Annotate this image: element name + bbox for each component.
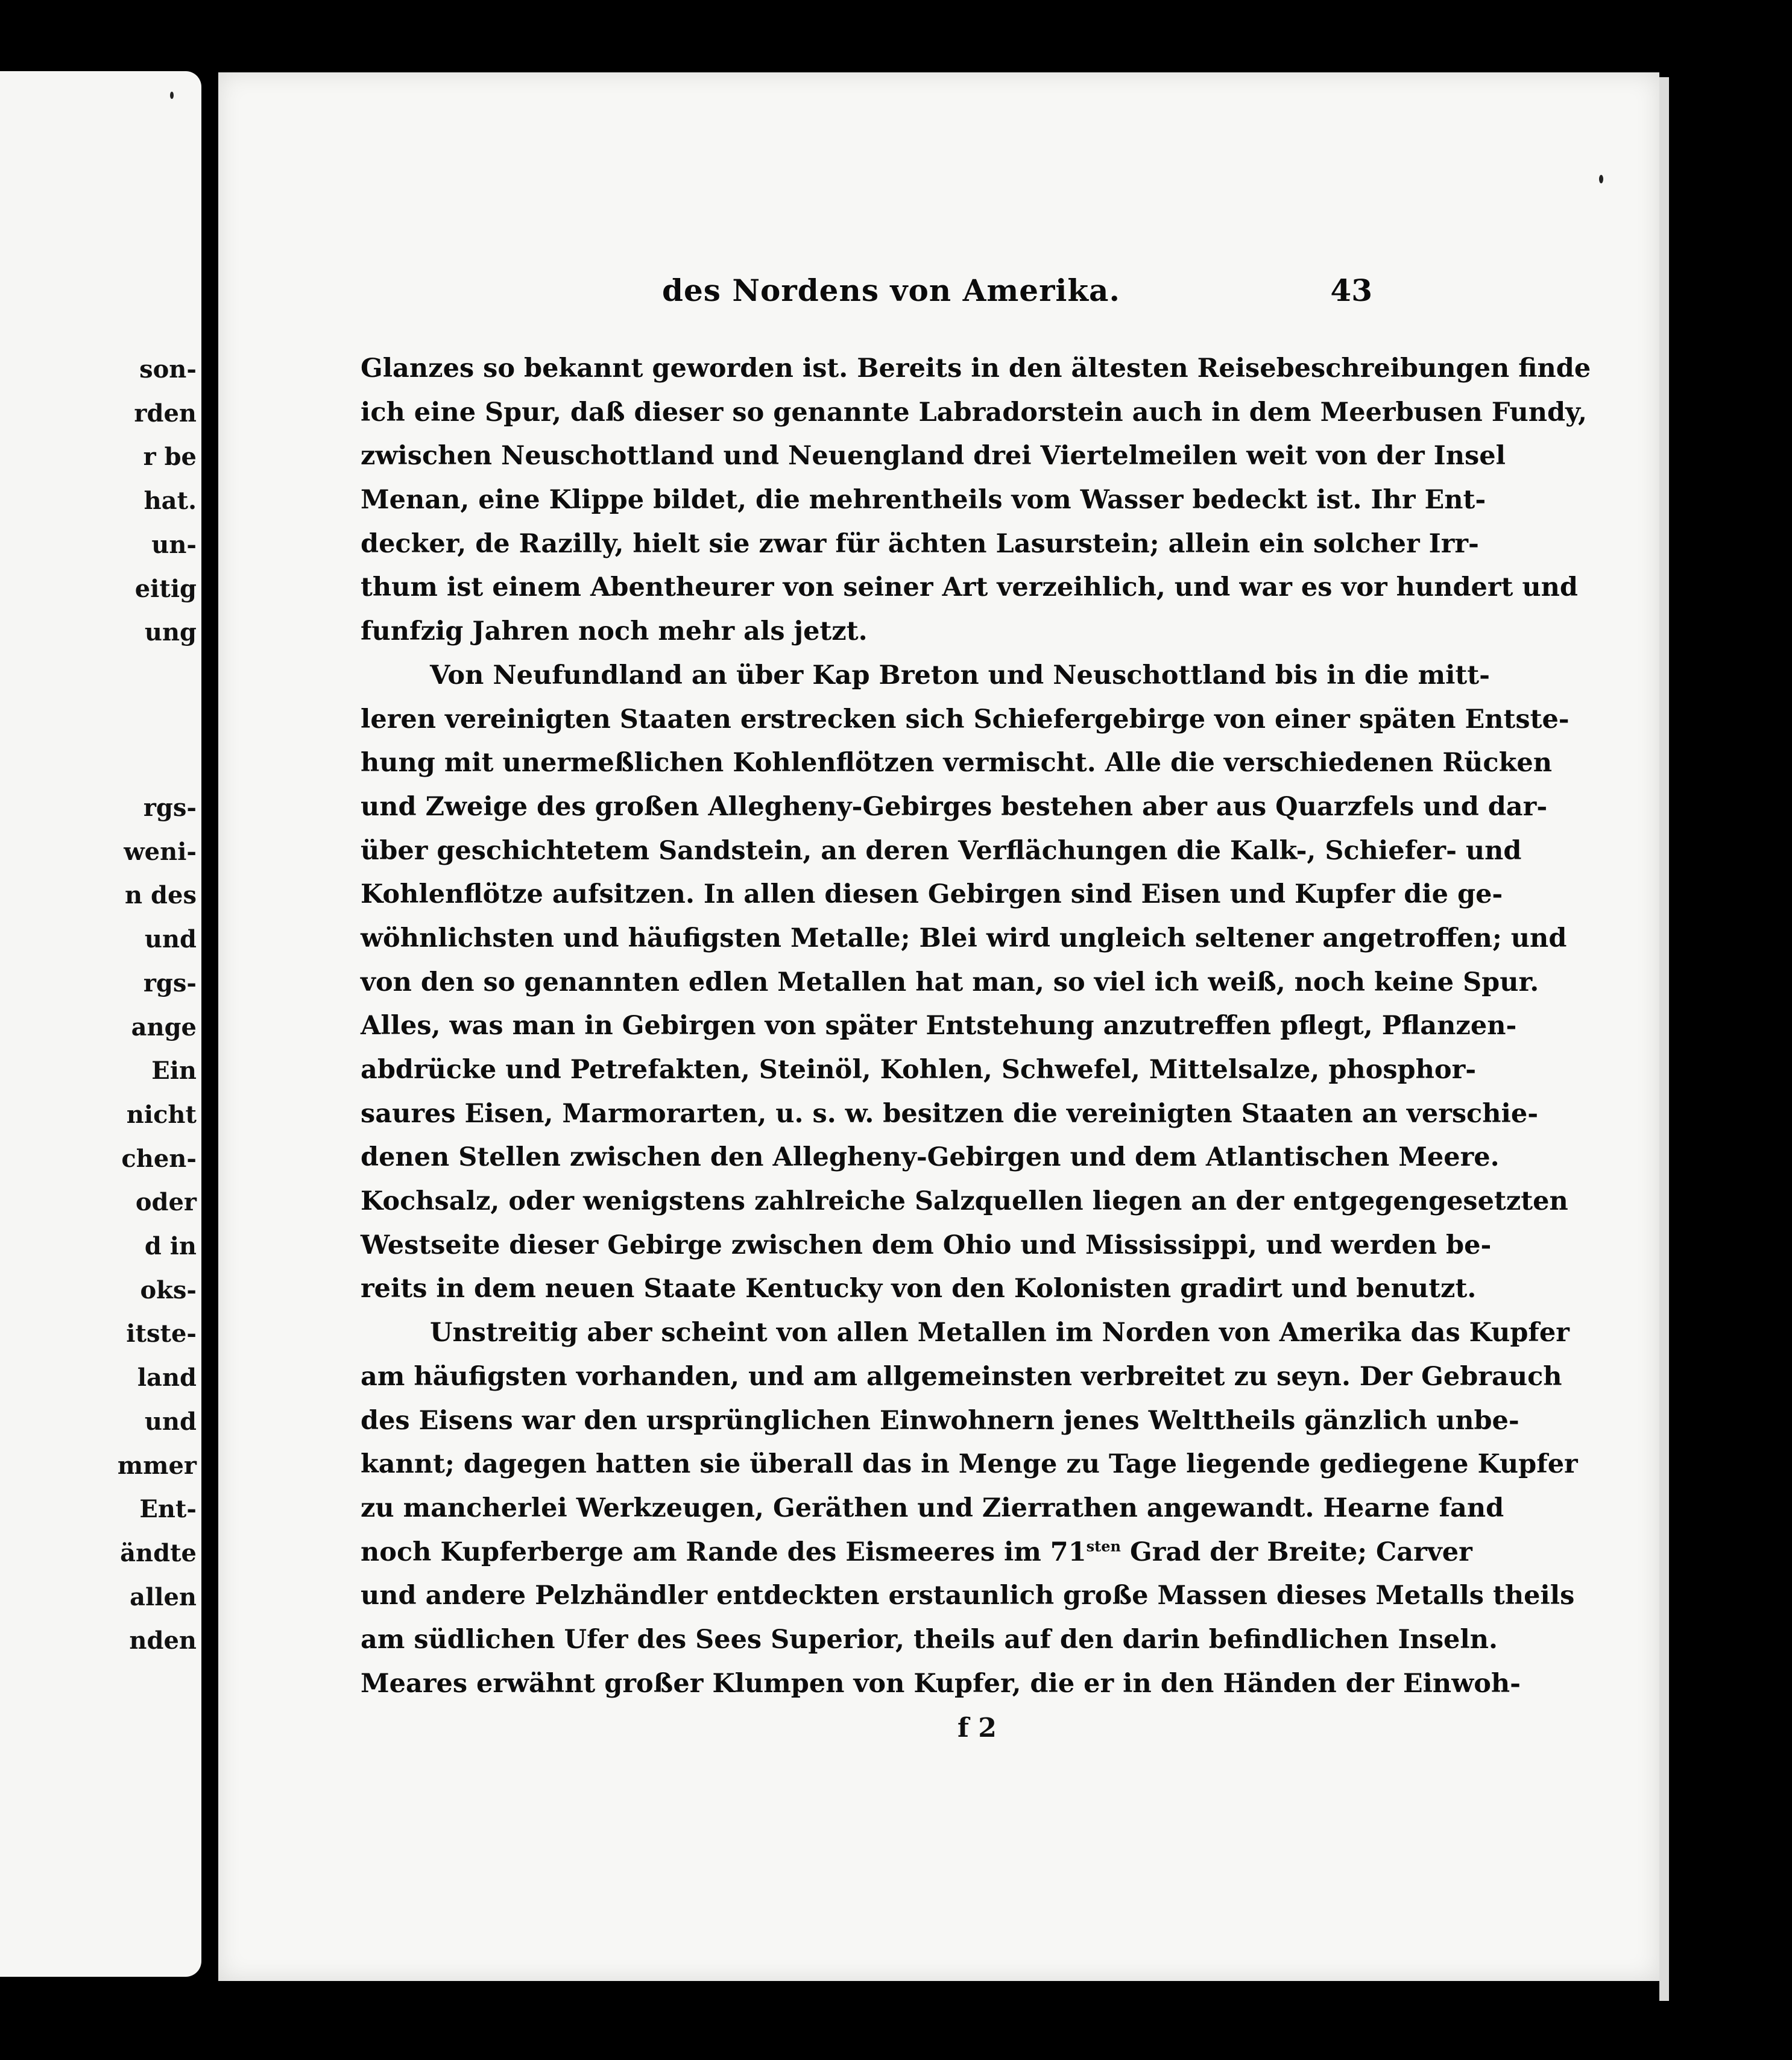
running-header xyxy=(662,273,1381,316)
left-page-fragment: itste- xyxy=(126,1319,197,1348)
left-page-fragment: und xyxy=(144,925,197,954)
body-text xyxy=(361,347,1591,1705)
left-page-fragment: son- xyxy=(139,355,197,384)
text-line: Glanzes so bekannt geworden ist. Bereits in den ältesten Reisebeschreibungen finde xyxy=(361,353,1591,384)
left-page-fragment: rgs- xyxy=(143,794,197,822)
text-line: wöhnlichsten und häufigsten Metalle; Blei wird ungleich seltener angetroffen; und xyxy=(361,923,1567,953)
text-line: zwischen Neuschottland und Neuengland drei Viertelmeilen weit von der Insel xyxy=(361,441,1506,472)
text-line: Alles, was man in Gebirgen von später Entstehung anzutreffen pflegt, Pflanzen- xyxy=(361,1011,1517,1041)
left-page-fragment: n des xyxy=(125,881,197,910)
page-number: 43 xyxy=(1330,273,1372,308)
left-page-fragment: r be xyxy=(143,443,197,472)
signature-mark: f 2 xyxy=(958,1713,997,1743)
left-page-fragment: ung xyxy=(144,618,197,647)
left-page-edge xyxy=(0,71,201,1977)
left-page-fragment: nicht xyxy=(126,1100,197,1129)
text-line: Meares erwähnt großer Klumpen von Kupfer, die er in den Händen der Einwoh- xyxy=(361,1668,1521,1699)
left-page-fragment: oder xyxy=(135,1188,197,1217)
left-page-fragment: mmer xyxy=(117,1451,197,1480)
text-line: Von Neufundland an über Kap Breton und Neuschottland bis in die mitt- xyxy=(430,660,1490,690)
text-line xyxy=(361,1531,1472,1575)
left-page-fragment: Ein xyxy=(151,1057,197,1085)
ink-speck xyxy=(170,92,174,99)
left-page-fragment: rden xyxy=(134,399,197,428)
left-page-fragment: nden xyxy=(129,1626,197,1655)
text-line: denen Stellen zwischen den Allegheny-Gebirgen und dem Atlantischen Meere. xyxy=(361,1142,1500,1173)
page-edge xyxy=(1659,77,1669,2001)
text-line: des Eisens war den ursprünglichen Einwohnern jenes Welttheils gänzlich unbe- xyxy=(361,1405,1519,1436)
text-line: funfzig Jahren noch mehr als jetzt. xyxy=(361,616,868,647)
text-line: Westseite dieser Gebirge zwischen dem Ohio und Mississippi, und werden be- xyxy=(361,1230,1492,1260)
left-page-fragment: un- xyxy=(151,530,197,559)
line-segment: noch Kupferberge am Rande des Eismeeres im 71 xyxy=(361,1537,1087,1567)
text-line: thum ist einem Abentheurer von seiner Art verzeihlich, und war es vor hundert und xyxy=(361,572,1578,603)
text-line: am häufigsten vorhanden, und am allgemeinsten verbreitet zu seyn. Der Gebrauch xyxy=(361,1361,1562,1392)
left-page-fragment: d in xyxy=(144,1232,197,1260)
text-line: Kochsalz, oder wenigstens zahlreiche Salzquellen liegen an der entgegengesetzten xyxy=(361,1186,1568,1217)
text-line: kannt; dagegen hatten sie überall das in Menge zu Tage liegende gediegene Kupfer xyxy=(361,1449,1578,1480)
left-page-fragment: Ent- xyxy=(139,1495,197,1524)
text-line: von den so genannten edlen Metallen hat man, so viel ich weiß, noch keine Spur. xyxy=(361,967,1539,997)
left-page-fragment: weni- xyxy=(124,837,197,866)
left-page-fragment: oks- xyxy=(140,1275,197,1304)
left-page-fragment: eitig xyxy=(134,574,197,603)
text-line: Menan, eine Klippe bildet, die mehrentheils vom Wasser bedeckt ist. Ihr Ent- xyxy=(361,485,1486,516)
left-page-fragment: land xyxy=(137,1363,197,1392)
text-line: ich eine Spur, daß dieser so genannte Labradorstein auch in dem Meerbusen Fundy, xyxy=(361,397,1587,428)
line-segment: Grad der Breite; Carver xyxy=(1129,1537,1472,1567)
text-line: hung mit unermeßlichen Kohlenflötzen vermischt. Alle die verschiedenen Rücken xyxy=(361,748,1553,779)
left-page-fragment: allen xyxy=(130,1582,197,1611)
ink-speck xyxy=(1599,175,1603,183)
superscript-ordinal: sten xyxy=(1086,1537,1121,1555)
left-page-fragment: ändte xyxy=(120,1538,197,1567)
left-page-fragment: und xyxy=(144,1407,197,1436)
text-line: decker, de Razilly, hielt sie zwar für ächten Lasurstein; allein ein solcher Irr- xyxy=(361,528,1479,559)
text-line: Kohlenflötze aufsitzen. In allen diesen Gebirgen sind Eisen und Kupfer die ge- xyxy=(361,879,1503,910)
text-line: abdrücke und Petrefakten, Steinöl, Kohlen, Schwefel, Mittelsalze, phosphor- xyxy=(361,1055,1477,1085)
text-line: saures Eisen, Marmorarten, u. s. w. besitzen die vereinigten Staaten an verschie- xyxy=(361,1098,1539,1129)
left-page-fragment: rgs- xyxy=(143,968,197,997)
text-line: und andere Pelzhändler entdeckten erstaunlich große Massen dieses Metalls theils xyxy=(361,1581,1575,1611)
running-title: des Nordens von Amerika. xyxy=(662,273,1120,308)
left-page-fragment: ange xyxy=(131,1013,197,1041)
text-line: zu mancherlei Werkzeugen, Geräthen und Zierrathen angewandt. Hearne fand xyxy=(361,1493,1504,1523)
text-line: Unstreitig aber scheint von allen Metallen im Norden von Amerika das Kupfer xyxy=(430,1318,1570,1348)
left-page-fragment: hat. xyxy=(144,487,197,516)
left-page-fragment: chen- xyxy=(121,1144,197,1173)
text-line: reits in dem neuen Staate Kentucky von den Kolonisten gradirt und benutzt. xyxy=(361,1274,1477,1304)
text-line: leren vereinigten Staaten erstrecken sich Schiefergebirge von einer späten Entste- xyxy=(361,704,1570,735)
text-line: über geschichtetem Sandstein, an deren Verflächungen die Kalk-, Schiefer- und xyxy=(361,835,1522,866)
text-line: und Zweige des großen Allegheny-Gebirges bestehen aber aus Quarzfels und dar- xyxy=(361,791,1548,822)
text-line: am südlichen Ufer des Sees Superior, theils auf den darin befindlichen Inseln. xyxy=(361,1624,1498,1655)
